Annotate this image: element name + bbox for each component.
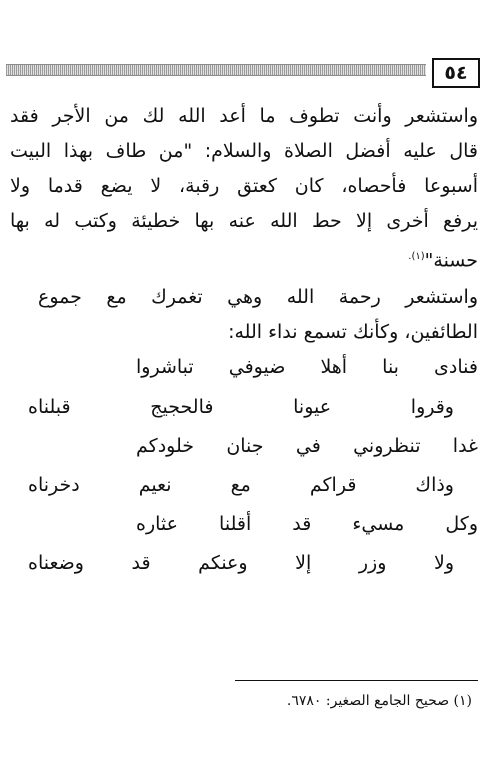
text-line-final [10, 239, 478, 274]
paragraph-2 [10, 280, 478, 350]
page-number-text: ٥٤ [444, 62, 468, 84]
poem-verse: غدا تنظروني في جنان خلودكم [136, 435, 478, 457]
footnote: (١) صحيح الجامع الصغير: ٦٧٨٠. [286, 693, 472, 709]
text-line: واستشعر وأنت تطوف ما أعد الله لك من الأجر فقد [10, 105, 478, 127]
text-line: واستشعر رحمة الله وهي تغمرك مع جموع [38, 286, 478, 308]
paragraph-1 [10, 99, 478, 274]
text-line: قال عليه أفضل الصلاة والسلام: "من طاف بهذا البيت [10, 140, 478, 162]
text-line: أسبوعا فأحصاه، كان كعتق رقبة، لا يضع قدما ولا [10, 175, 478, 197]
poem-verse: ولا وزر إلا وعنكم قد وضعناه [28, 552, 454, 574]
page-number [432, 58, 480, 88]
text-line: يرفع أخرى إلا حط الله عنه بها خطيئة وكتب له بها [10, 210, 478, 232]
poem-verse: وذاك قراكم مع نعيم دخرناه [28, 474, 454, 496]
footnote-marker: (١). [408, 251, 425, 262]
poem-verse: وكل مسيء قد أقلنا عثاره [136, 513, 478, 535]
footnote-divider [235, 680, 478, 681]
poem-verse: وقروا عيونا فالحجيج قبلناه [28, 396, 454, 418]
text-line-end: حسنة" [424, 249, 478, 272]
text-line: الطائفين، وكأنك تسمع نداء الله: [228, 321, 478, 343]
poem-verse: فنادى بنا أهلا ضيوفي تباشروا [136, 356, 478, 378]
header-decorative-rule [6, 64, 426, 76]
